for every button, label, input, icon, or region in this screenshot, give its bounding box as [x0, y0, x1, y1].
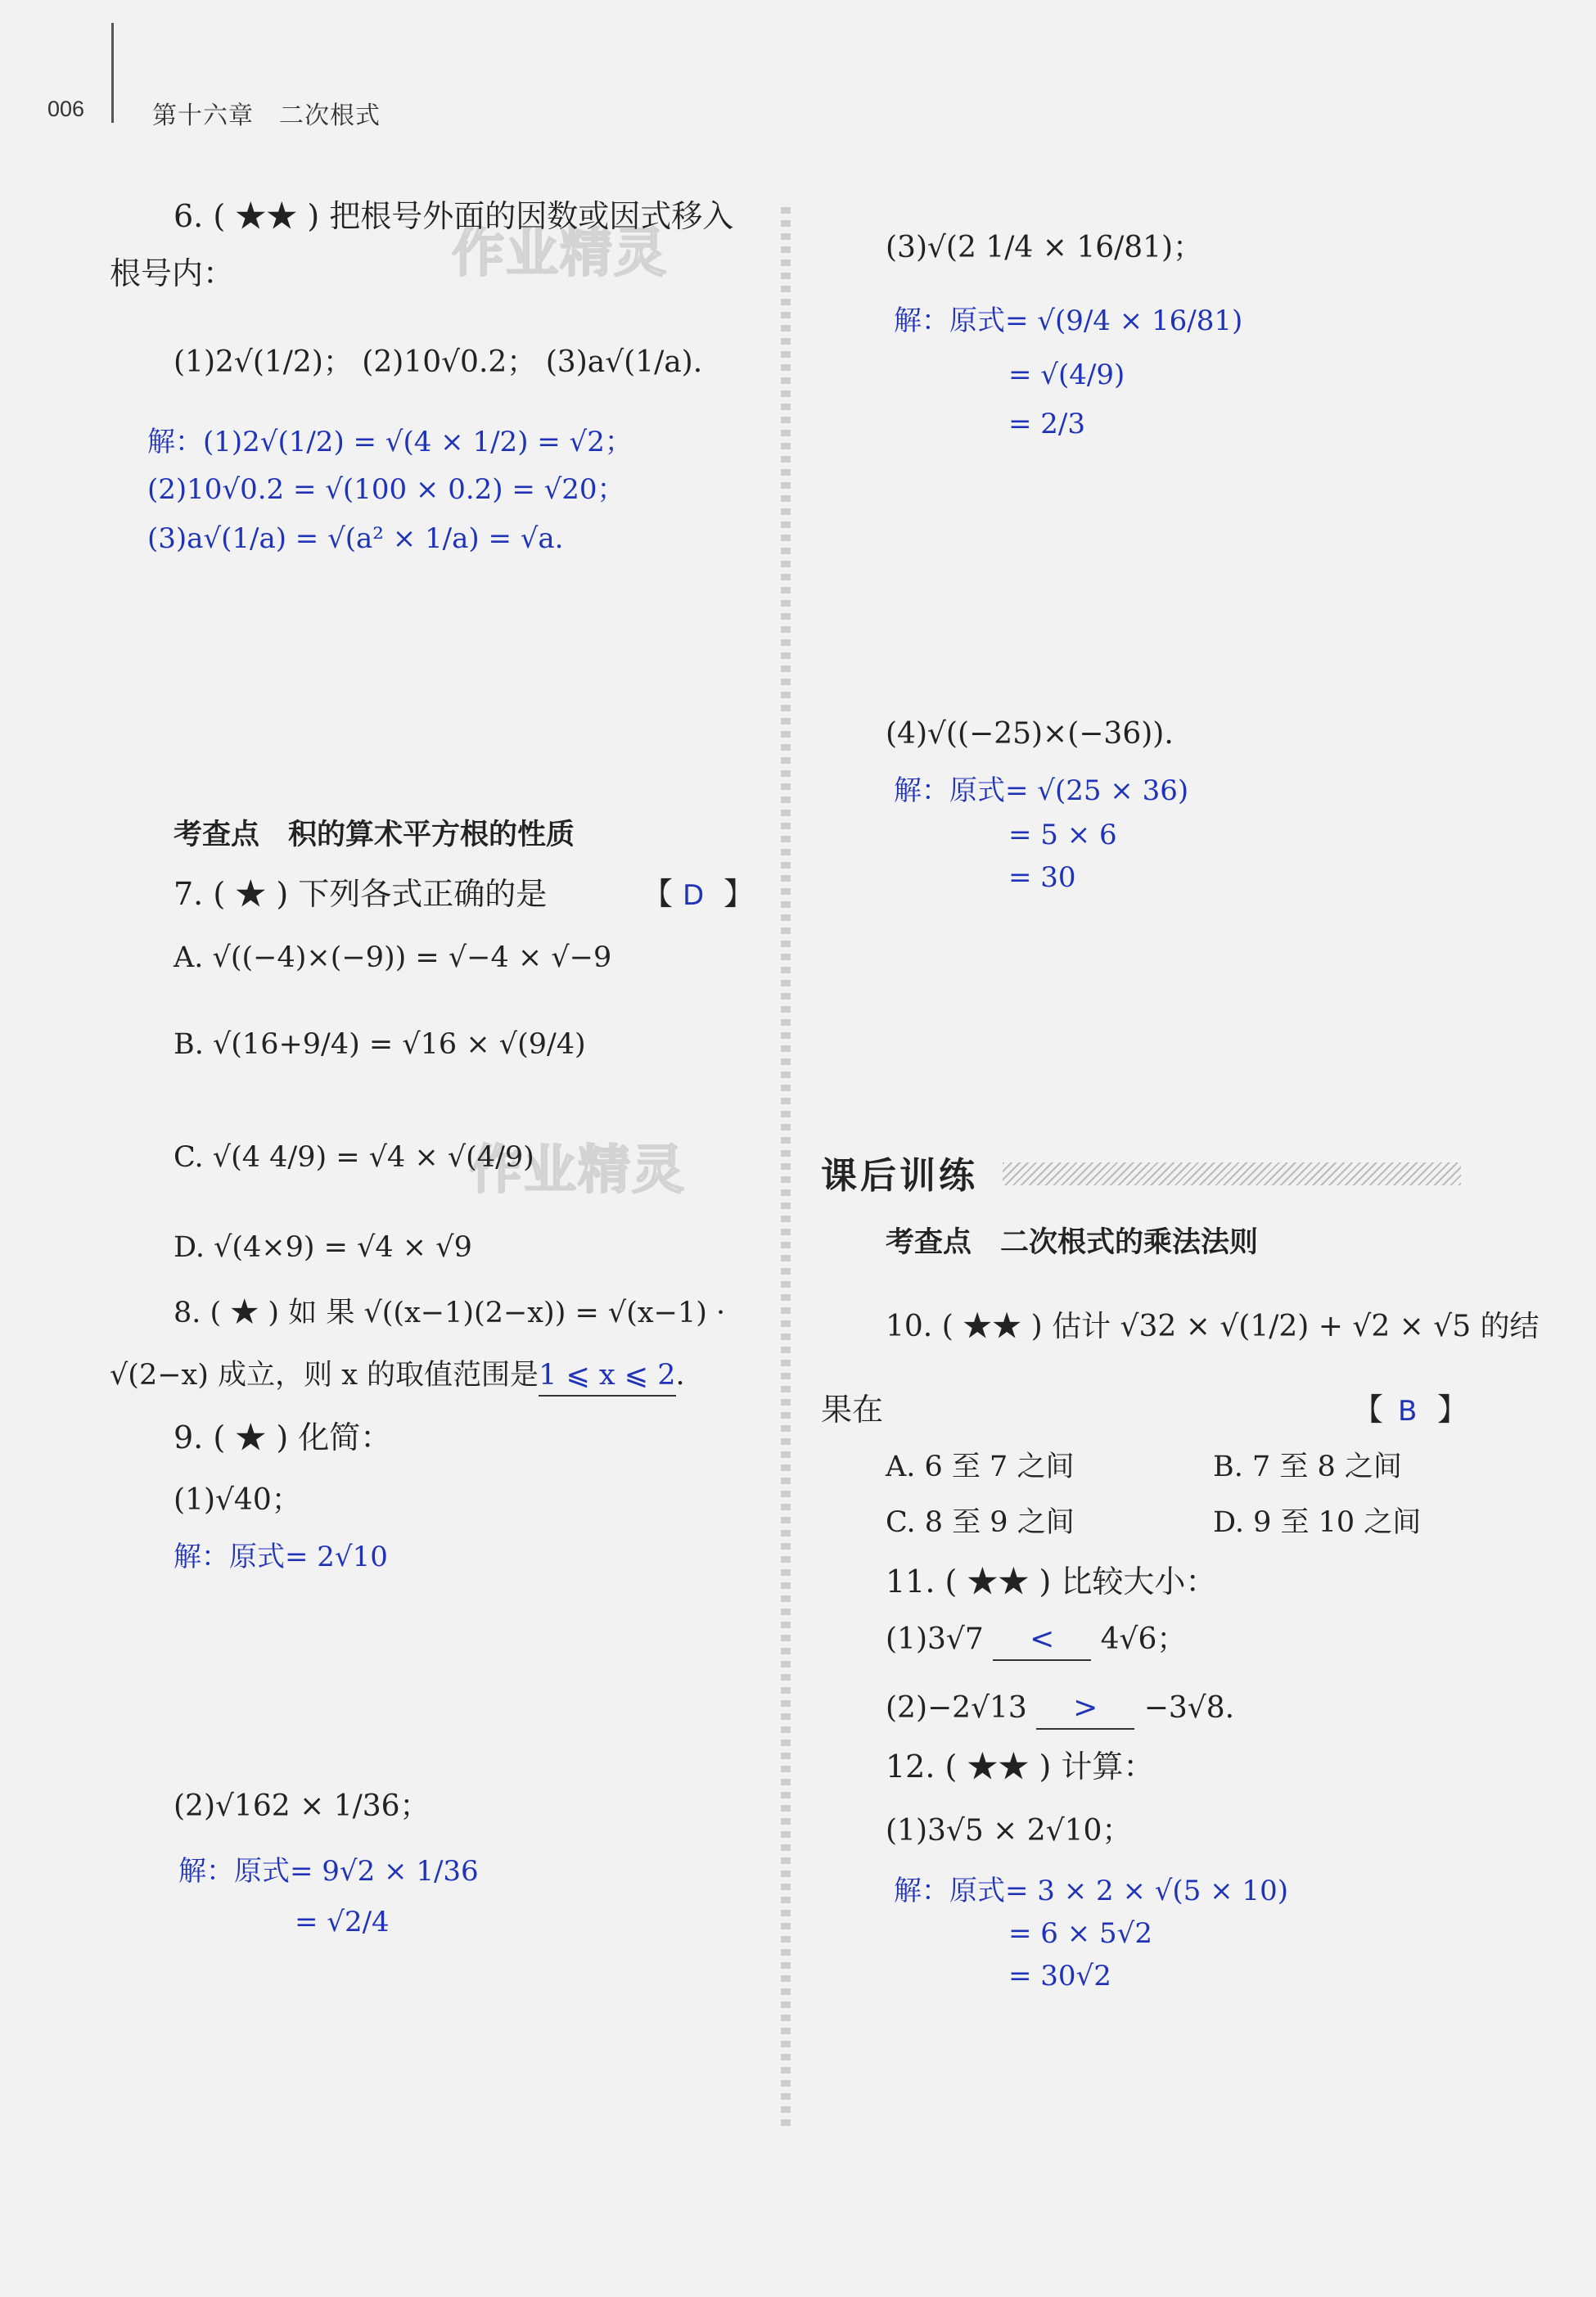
- question-11-part-1-answer-blank: <: [993, 1621, 1091, 1661]
- question-11-part-1-left: (1)3√7: [886, 1622, 984, 1656]
- question-8-period: .: [675, 1359, 685, 1392]
- page-number: 006: [47, 97, 85, 121]
- question-11-part-2-right: −3√8.: [1143, 1691, 1235, 1725]
- question-9-part-4-answer-3: = 30: [1008, 861, 1076, 894]
- question-8-text: √(2−x) 成立，则 x 的取值范围是: [110, 1359, 539, 1392]
- question-6-items: (1)2√(1/2)； (2)10√0.2； (3)a√(1/a).: [174, 345, 703, 379]
- column-divider: [781, 201, 791, 2132]
- question-11-part-1-right: 4√6；: [1100, 1622, 1187, 1656]
- question-9-stem: 9. ( ★ ) 化简：: [174, 1419, 392, 1455]
- question-10-answer: B: [1398, 1395, 1418, 1428]
- question-11-part-2: [886, 1690, 1234, 1730]
- question-9-part-3-answer-1: 解：原式= √(9/4 × 16/81): [894, 305, 1243, 337]
- watermark: 作业精灵: [470, 1140, 686, 1201]
- question-12-part-1: (1)3√5 × 2√10；: [886, 1814, 1132, 1848]
- question-9-part-4: (4)√((−25)×(−36)).: [886, 717, 1174, 751]
- question-10-stem-cont: 果在: [821, 1392, 884, 1428]
- question-10-bracket-close: 】: [1437, 1392, 1469, 1428]
- question-7-bracket-close: 】: [724, 876, 755, 912]
- question-10-stem: 10. ( ★★ ) 估计 √32 × √(1/2) + √2 × √5 的结: [886, 1310, 1540, 1343]
- question-10-option-b: B. 7 至 8 之间: [1213, 1451, 1402, 1483]
- question-8-stem-cont: [110, 1357, 685, 1397]
- question-6-answer-3: (3)a√(1/a) = √(a² × 1/a) = √a.: [147, 522, 564, 555]
- question-6-answer-1: 解：(1)2√(1/2) = √(4 × 1/2) = √2；: [147, 426, 633, 458]
- question-11-part-1: [886, 1621, 1186, 1661]
- question-6-answer-2: (2)10√0.2 = √(100 × 0.2) = √20；: [147, 473, 625, 506]
- question-9-part-1-answer: 解：原式= 2√10: [174, 1541, 388, 1573]
- question-11-part-2-answer-blank: >: [1036, 1690, 1134, 1730]
- question-7-option-d: D. √(4×9) = √4 × √9: [174, 1231, 472, 1264]
- watermark: 作业精灵: [452, 223, 668, 284]
- question-11-part-2-left: (2)−2√13: [886, 1691, 1027, 1725]
- question-10-option-c: C. 8 至 9 之间: [886, 1506, 1075, 1539]
- question-12-part-1-answer-3: = 30√2: [1008, 1960, 1111, 1992]
- question-9-part-1: (1)√40；: [174, 1483, 301, 1517]
- header-rule: [111, 23, 114, 123]
- question-9-part-2-answer-1: 解：原式= 9√2 × 1/36: [178, 1855, 479, 1888]
- title-hatch-bar: [1003, 1162, 1461, 1185]
- question-7-option-c: C. √(4 4/9) = √4 × √(4/9): [174, 1141, 534, 1174]
- question-7-answer: D: [683, 879, 705, 912]
- after-class-training-title: 课后训练: [821, 1155, 978, 1197]
- question-12-stem: 12. ( ★★ ) 计算：: [886, 1749, 1155, 1785]
- question-9-part-2: (2)√162 × 1/36；: [174, 1789, 430, 1823]
- question-8-answer-blank: 1 ⩽ x ⩽ 2: [539, 1357, 675, 1397]
- question-9-part-4-answer-1: 解：原式= √(25 × 36): [894, 774, 1189, 807]
- question-10-option-d: D. 9 至 10 之间: [1213, 1506, 1422, 1539]
- section-heading-multiplication-rule: 考查点 二次根式的乘法法则: [886, 1226, 1259, 1259]
- question-9-part-2-answer-2: = √2/4: [295, 1906, 390, 1938]
- question-8-stem: 8. ( ★ ) 如 果 √((x−1)(2−x)) = √(x−1) ·: [174, 1297, 726, 1329]
- question-7-option-a: A. √((−4)×(−9)) = √−4 × √−9: [174, 941, 612, 974]
- question-9-part-4-answer-2: = 5 × 6: [1008, 819, 1117, 851]
- question-11-stem: 11. ( ★★ ) 比较大小：: [886, 1564, 1217, 1600]
- question-7-stem: 7. ( ★ ) 下列各式正确的是: [174, 876, 548, 912]
- question-6-stem: 6. ( ★★ ) 把根号外面的因数或因式移入: [174, 198, 734, 234]
- chapter-title: 第十六章 二次根式: [152, 102, 381, 130]
- question-9-part-3: (3)√(2 1/4 × 16/81)；: [886, 231, 1203, 264]
- question-10-bracket-open: 【: [1352, 1392, 1384, 1428]
- question-12-part-1-answer-1: 解：原式= 3 × 2 × √(5 × 10): [894, 1875, 1288, 1907]
- question-7-bracket-open: 【: [642, 876, 674, 912]
- question-6-stem-cont: 根号内：: [110, 255, 235, 291]
- question-9-part-3-answer-2: = √(4/9): [1008, 359, 1125, 391]
- question-10-option-a: A. 6 至 7 之间: [886, 1451, 1075, 1483]
- question-12-part-1-answer-2: = 6 × 5√2: [1008, 1917, 1152, 1950]
- question-7-option-b: B. √(16+9/4) = √16 × √(9/4): [174, 1028, 586, 1061]
- question-9-part-3-answer-3: = 2/3: [1008, 408, 1086, 440]
- section-heading-product-property: 考查点 积的算术平方根的性质: [174, 819, 575, 851]
